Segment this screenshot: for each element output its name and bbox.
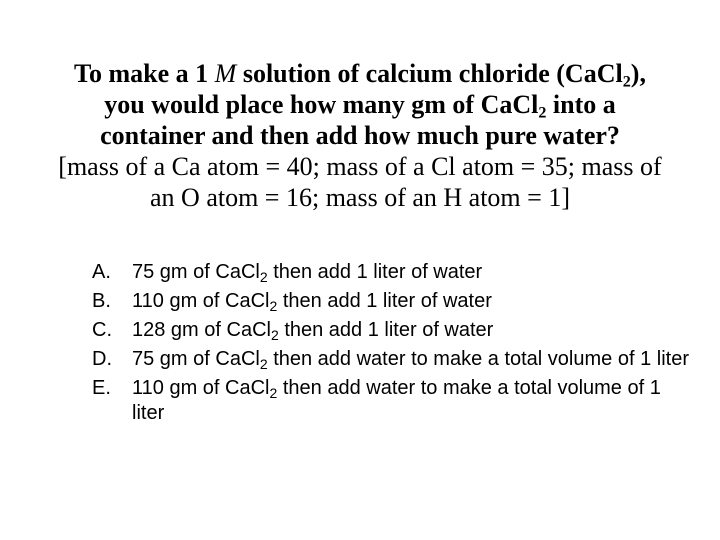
answer-choice-b[interactable] [92,287,692,316]
answer-choice-d[interactable] [92,345,692,374]
choice-text-start: 75 gm of CaCl [132,261,260,283]
subscript: 2 [538,104,547,122]
answer-choices [92,258,692,428]
question-line-3: container and then add how much pure water? [100,121,620,150]
choice-text [132,258,692,287]
choice-text-start: 128 gm of CaCl [132,319,271,341]
atomic-mass-hint-line-1: [mass of a Ca atom = 40; mass of a Cl atom = 35; mass of [58,152,662,181]
choice-text-start: 110 gm of CaCl [132,290,270,312]
question-line-1-end: ), [630,59,646,88]
choice-text [132,316,692,345]
choice-letter: A. [92,261,111,283]
choice-text [132,345,692,374]
subscript: 2 [269,298,278,315]
choice-text [132,374,692,428]
question-line-2-end: into a [546,90,616,119]
question-line-1-start: To make a 1 [74,59,215,88]
choice-text-start: 110 gm of CaCl [132,377,270,399]
choice-text-end: then add 1 liter of water [277,290,492,312]
answer-choice-e[interactable] [92,374,692,428]
question-line-1 [10,58,710,89]
question-line-1-middle: solution of calcium chloride (CaCl [236,59,623,88]
choice-text-end: then add 1 liter of water [267,261,483,283]
molarity-symbol: M [214,59,237,88]
subscript: 2 [270,327,279,344]
choice-text-end: then add 1 liter of water [278,319,494,341]
subscript: 2 [259,269,268,286]
choice-letter: D. [92,348,112,370]
choice-text-end: then add water to make a total volume of 1 liter [132,377,661,424]
atomic-mass-hint-line-2: an O atom = 16; mass of an H atom = 1] [150,183,570,212]
choice-letter: C. [92,319,112,341]
choice-text-start: 75 gm of CaCl [132,348,260,370]
answer-choice-c[interactable] [92,316,692,345]
answer-choice-a[interactable] [92,258,692,287]
question-line-2 [10,89,710,120]
subscript: 2 [269,385,278,402]
choice-text-end: then add water to make a total volume of 1 liter [267,348,689,370]
choice-text [132,287,692,316]
question-text [10,58,710,213]
choice-letter: B. [92,290,111,312]
question-line-2-start: you would place how many gm of CaCl [104,90,539,119]
subscript: 2 [259,356,268,373]
choice-letter: E. [92,377,111,399]
subscript: 2 [622,73,631,91]
